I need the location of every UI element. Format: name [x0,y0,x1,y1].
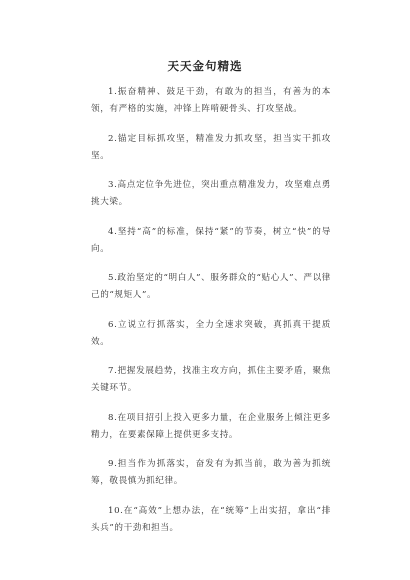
quote-item-8: 8.在项目招引上投入更多力量，在企业服务上倾注更多精力，在要素保障上提供更多支持。 [91,412,331,440]
quote-item-10: 10.在“高效”上想办法，在“统筹”上出实招，拿出“排头兵”的干劲和担当。 [91,505,331,533]
document-title: 天天金句精选 [167,59,243,73]
quote-item-2: 2.锚定目标抓攻坚，精准发力抓攻坚，担当实干抓攻坚。 [91,133,331,161]
quote-item-6: 6.立说立行抓落实，全力全速求突破，真抓真干提质效。 [91,319,331,347]
quote-item-4: 4.坚持“高”的标准，保持“紧”的节奏，树立“快”的导向。 [91,226,331,254]
quote-item-5: 5.政治坚定的“明白人”、服务群众的“贴心人”、严以律己的“规矩人”。 [91,273,331,300]
quote-item-7: 7.把握发展趋势，找准主攻方向，抓住主要矛盾，聚焦关键环节。 [91,366,331,393]
quote-list [91,84,331,549]
quote-item-3: 3.高点定位争先进位，突出重点精准发力，攻坚难点勇挑大梁。 [91,180,331,207]
quote-item-9: 9.担当作为抓落实，奋发有为抓当前，敢为善为抓统筹，敬畏慎为抓纪律。 [91,459,331,486]
quote-item-1: 1.振奋精神、鼓足干劲，有敢为的担当，有善为的本领，有严格的实施，冲锋上阵啃硬骨头、打攻坚战。 [91,87,331,114]
